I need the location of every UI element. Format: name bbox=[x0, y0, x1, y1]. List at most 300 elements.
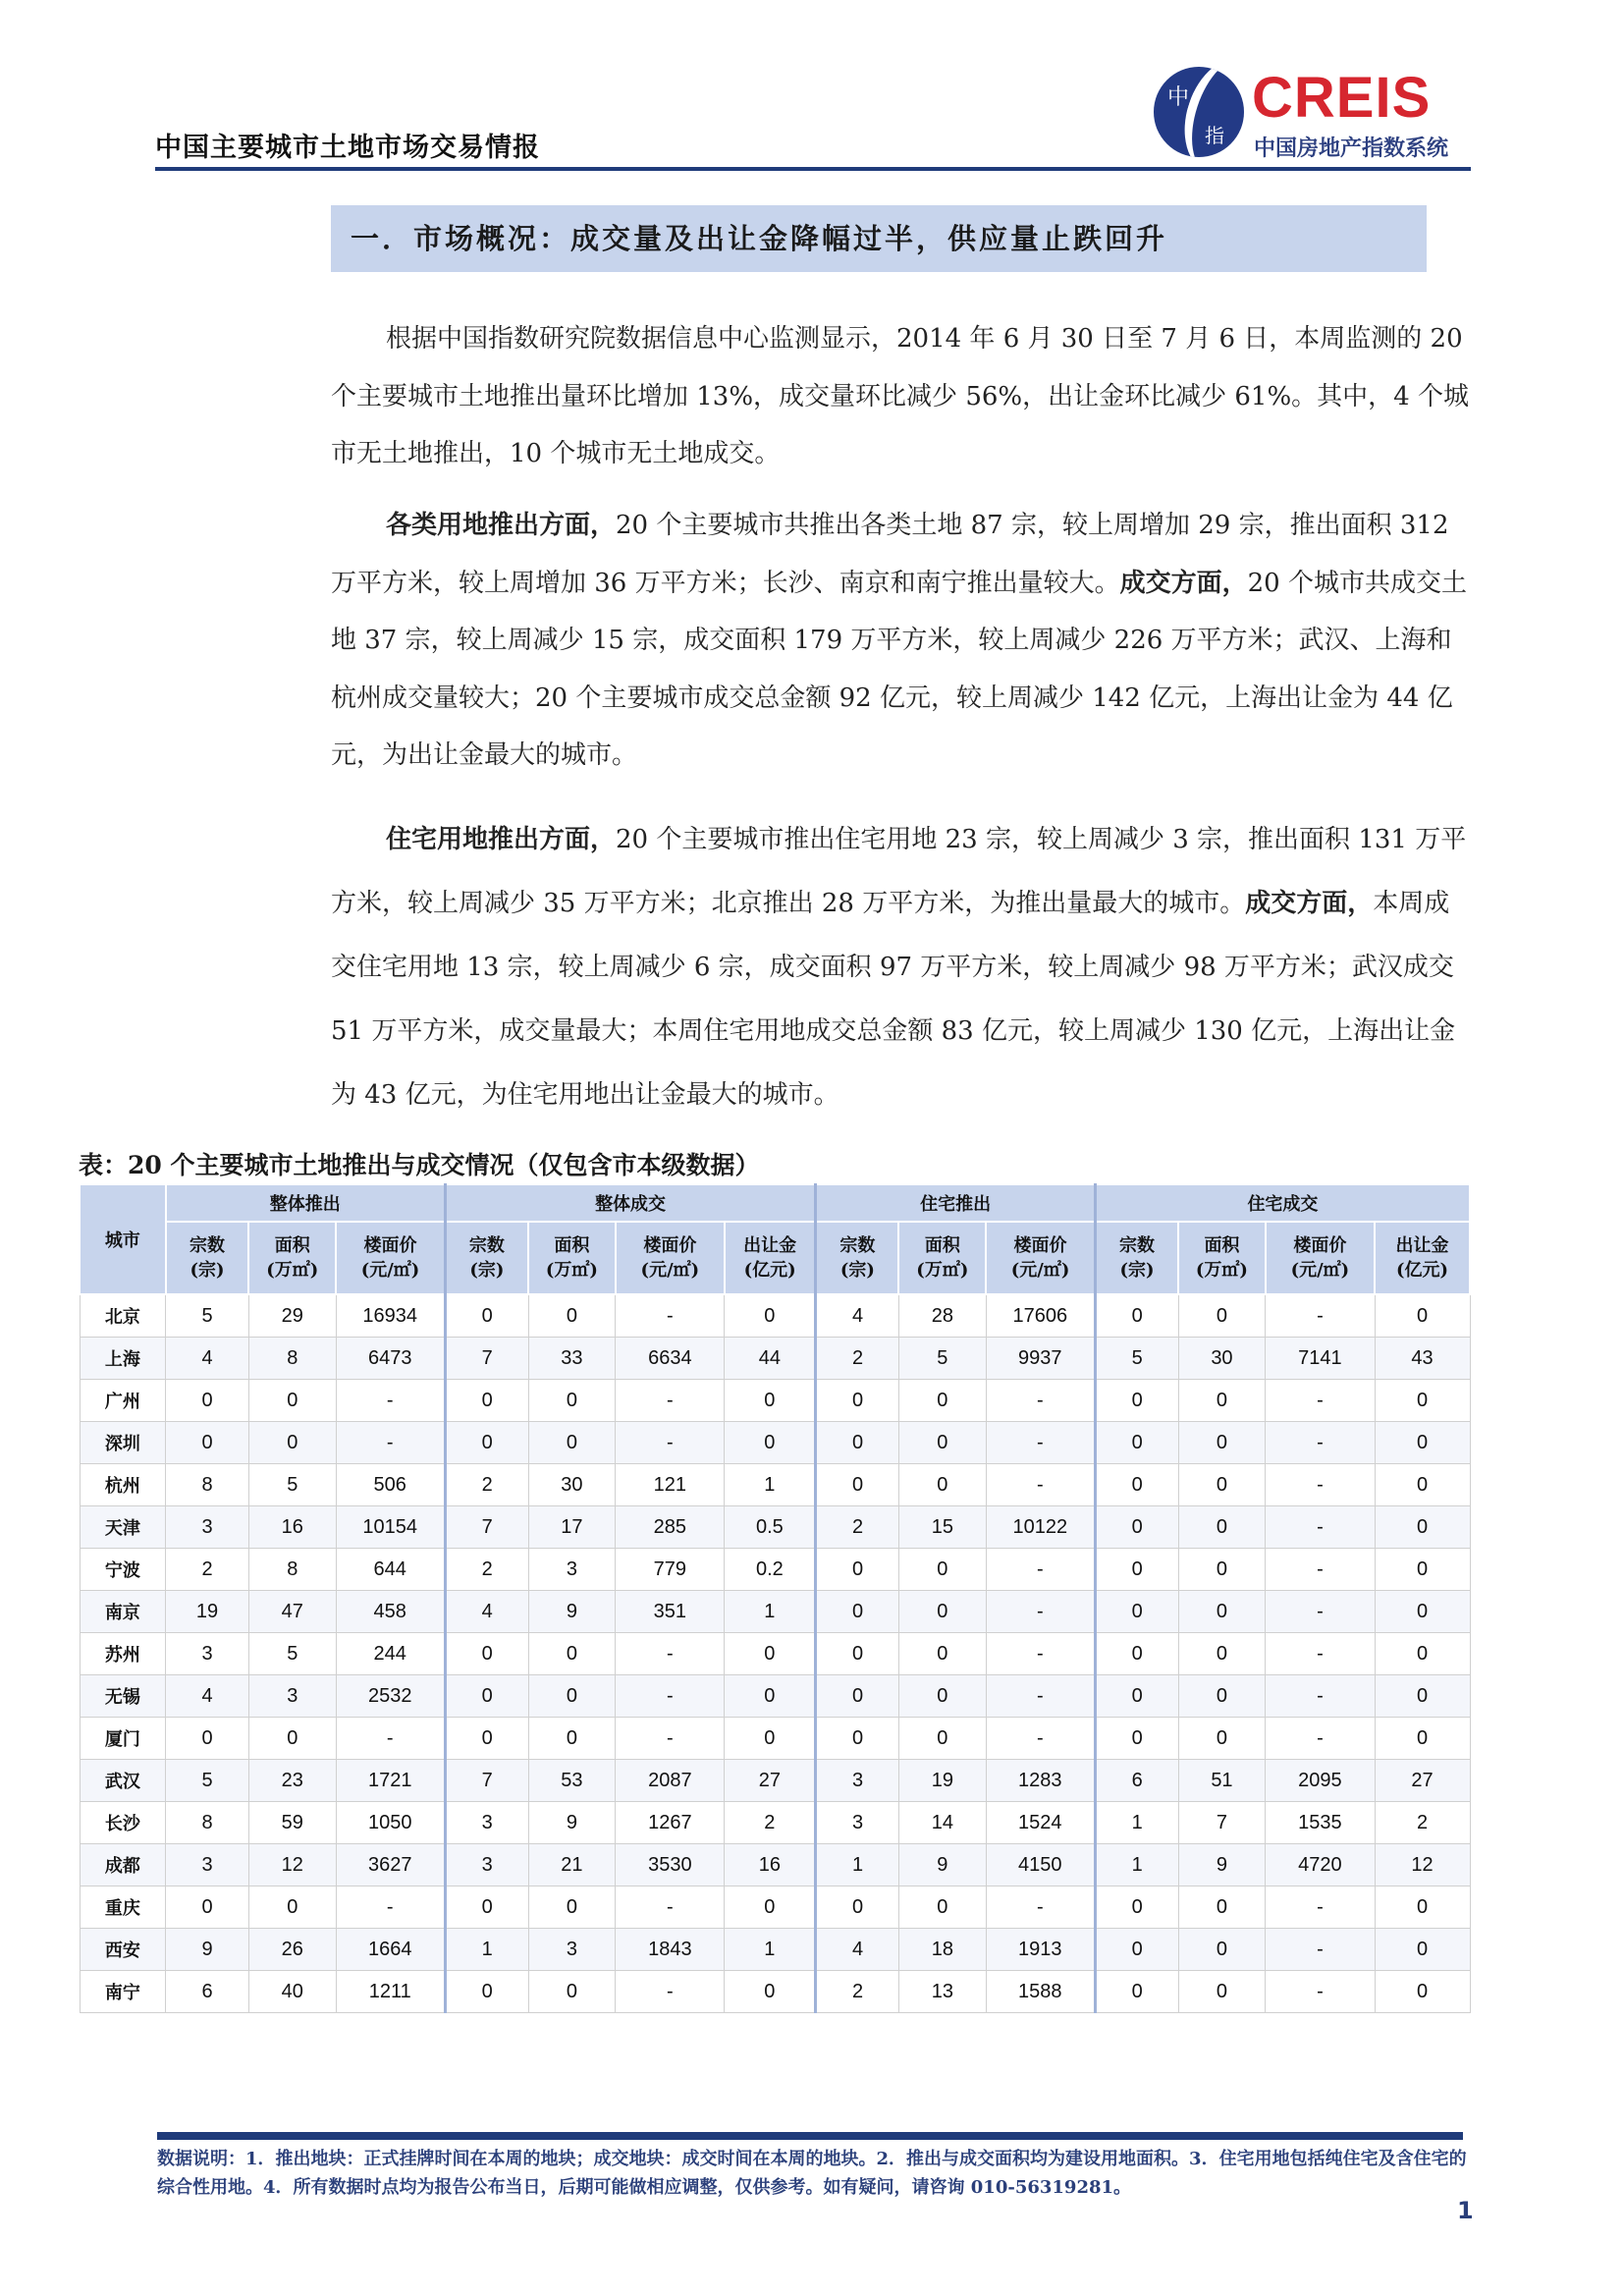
column-header-label: 楼面价 bbox=[363, 1235, 417, 1256]
table-column-header bbox=[725, 1222, 816, 1294]
column-header-label: 面积 bbox=[274, 1235, 310, 1256]
table-cell: 0 bbox=[1095, 1464, 1178, 1506]
table-cell: 0 bbox=[816, 1675, 899, 1718]
table-cell: 0 bbox=[725, 1971, 816, 2013]
table-row bbox=[80, 1294, 1470, 1338]
table-header-city: 城市 bbox=[80, 1184, 166, 1294]
table-cell: 53 bbox=[528, 1760, 616, 1802]
table-cell: 0 bbox=[898, 1380, 986, 1422]
column-header-unit: (元/㎡) bbox=[1010, 1260, 1070, 1281]
table-cell: 458 bbox=[336, 1591, 445, 1633]
table-cell: 0 bbox=[1375, 1294, 1470, 1338]
table-cell: 0 bbox=[1095, 1591, 1178, 1633]
table-cell: - bbox=[1266, 1929, 1375, 1971]
table-column-header bbox=[898, 1222, 986, 1294]
creis-logo bbox=[1154, 61, 1478, 163]
table-cell: - bbox=[1266, 1718, 1375, 1760]
table-cell: 29 bbox=[248, 1294, 336, 1338]
table-cell: 8 bbox=[248, 1338, 336, 1380]
footer-divider bbox=[157, 2132, 1463, 2140]
table-cell: 3627 bbox=[336, 1844, 445, 1886]
table-cell: 3 bbox=[166, 1844, 249, 1886]
header-divider bbox=[155, 167, 1471, 171]
table-cell: 12 bbox=[1375, 1844, 1470, 1886]
table-cell: 6473 bbox=[336, 1338, 445, 1380]
table-cell: 2 bbox=[816, 1338, 899, 1380]
table-cell: 0 bbox=[898, 1675, 986, 1718]
table-cell: 0 bbox=[1178, 1422, 1266, 1464]
column-header-unit: (宗) bbox=[839, 1260, 875, 1281]
table-cell: 2 bbox=[1375, 1802, 1470, 1844]
table-cell: 4 bbox=[445, 1591, 528, 1633]
table-cell: 285 bbox=[616, 1506, 725, 1549]
table-cell: 0 bbox=[1095, 1633, 1178, 1675]
table-cell: 43 bbox=[1375, 1338, 1470, 1380]
table-cell: 7141 bbox=[1266, 1338, 1375, 1380]
table-cell-city: 宁波 bbox=[80, 1549, 166, 1591]
table-cell: 0 bbox=[1095, 1506, 1178, 1549]
table-column-header bbox=[445, 1222, 528, 1294]
table-cell: 0 bbox=[816, 1549, 899, 1591]
table-cell: 3 bbox=[166, 1633, 249, 1675]
table-cell: 8 bbox=[166, 1802, 249, 1844]
table-cell: 10154 bbox=[336, 1506, 445, 1549]
table-cell: 0 bbox=[166, 1718, 249, 1760]
table-cell: 351 bbox=[616, 1591, 725, 1633]
table-cell: 0 bbox=[1178, 1633, 1266, 1675]
table-cell: 0 bbox=[1095, 1971, 1178, 2013]
footer-note: 数据说明：1．推出地块：正式挂牌时间在本周的地块；成交地块：成交时间在本周的地块。2．推出与成交面积均为建设用地面积。3．住宅用地包括纯住宅及含住宅的综合性用地。4．所有数据时点均为报告公布当日，后期可能做相应调整，仅供参考。如有疑问，请咨询 010-56319281。 bbox=[157, 2149, 1467, 2198]
table-cell: 2 bbox=[725, 1802, 816, 1844]
table-cell: 0 bbox=[1178, 1464, 1266, 1506]
table-cell: 0 bbox=[1095, 1886, 1178, 1929]
table-cell: - bbox=[1266, 1506, 1375, 1549]
table-cell: 0 bbox=[1375, 1929, 1470, 1971]
table-cell: 4 bbox=[816, 1294, 899, 1338]
table-cell: 2087 bbox=[616, 1760, 725, 1802]
table-cell: 7 bbox=[445, 1338, 528, 1380]
table-cell: - bbox=[986, 1886, 1095, 1929]
logo-emblem-char-2: 指 bbox=[1205, 124, 1224, 147]
logo-wordmark: CREIS bbox=[1252, 66, 1432, 130]
section-heading: 一．市场概况：成交量及出让金降幅过半，供应量止跌回升 bbox=[331, 205, 1427, 272]
table-cell: 0 bbox=[725, 1718, 816, 1760]
table-cell: - bbox=[986, 1591, 1095, 1633]
column-header-label: 出让金 bbox=[1395, 1235, 1449, 1256]
table-cell: 0 bbox=[445, 1675, 528, 1718]
column-header-unit: (万㎡) bbox=[266, 1260, 319, 1281]
table-cell-city: 西安 bbox=[80, 1929, 166, 1971]
paragraph-overview bbox=[331, 310, 1470, 483]
column-header-label: 楼面价 bbox=[1013, 1235, 1067, 1256]
table-cell: 779 bbox=[616, 1549, 725, 1591]
table-cell-city: 重庆 bbox=[80, 1886, 166, 1929]
table-cell: 0 bbox=[166, 1422, 249, 1464]
table-row bbox=[80, 1675, 1470, 1718]
table-column-header bbox=[166, 1222, 249, 1294]
table-cell: 0 bbox=[1095, 1549, 1178, 1591]
paragraph-overview-text: 根据中国指数研究院数据信息中心监测显示，2014 年 6 月 30 日至 7 月 6 日，本周监测的 20 个主要城市土地推出量环比增加 13%，成交量环比减少 56%，出让金环比减少 61%。其中，4 个城市无土地推出，10 个城市无土地成交。 bbox=[331, 324, 1469, 468]
table-cell: 1 bbox=[1095, 1844, 1178, 1886]
table-row bbox=[80, 1886, 1470, 1929]
table-cell: 0 bbox=[528, 1718, 616, 1760]
table-cell: 5 bbox=[166, 1294, 249, 1338]
table-row bbox=[80, 1929, 1470, 1971]
table-row bbox=[80, 1422, 1470, 1464]
table-cell: 0 bbox=[898, 1633, 986, 1675]
table-cell: 0 bbox=[1375, 1591, 1470, 1633]
table-cell: 23 bbox=[248, 1760, 336, 1802]
table-cell: 0 bbox=[248, 1422, 336, 1464]
table-cell: 9 bbox=[528, 1802, 616, 1844]
table-cell: 0 bbox=[1178, 1718, 1266, 1760]
paragraph-lead: 成交方面， bbox=[1245, 889, 1374, 918]
table-cell: 19 bbox=[898, 1760, 986, 1802]
table-cell: 30 bbox=[1178, 1338, 1266, 1380]
paragraph-text: 20 个主要城市共推出各类土地 87 宗，较上周增加 29 宗，推出面积 312 万平方米，较上周增加 36 万平方米；长沙、南京和南宁推出量较大。 bbox=[331, 511, 1449, 598]
table-cell: 0 bbox=[1375, 1886, 1470, 1929]
table-cell: 16 bbox=[248, 1506, 336, 1549]
report-title: 中国主要城市土地市场交易情报 bbox=[155, 133, 540, 163]
table-cell: 1267 bbox=[616, 1802, 725, 1844]
table-cell: 19 bbox=[166, 1591, 249, 1633]
paragraph-all-land bbox=[331, 497, 1470, 785]
table-cell: 0 bbox=[725, 1294, 816, 1338]
table-cell: 3530 bbox=[616, 1844, 725, 1886]
table-row bbox=[80, 1802, 1470, 1844]
table-cell: 8 bbox=[166, 1464, 249, 1506]
table-cell: 27 bbox=[725, 1760, 816, 1802]
table-cell: 0 bbox=[816, 1464, 899, 1506]
table-cell: 47 bbox=[248, 1591, 336, 1633]
table-row bbox=[80, 1549, 1470, 1591]
logo-emblem-icon bbox=[1154, 67, 1244, 157]
table-cell: 0 bbox=[1375, 1633, 1470, 1675]
column-header-label: 面积 bbox=[924, 1235, 960, 1256]
column-header-unit: (万㎡) bbox=[1195, 1260, 1248, 1281]
table-cell: 1 bbox=[725, 1464, 816, 1506]
table-cell: 0 bbox=[445, 1633, 528, 1675]
table-cell: 17606 bbox=[986, 1294, 1095, 1338]
table-cell: 0 bbox=[1178, 1506, 1266, 1549]
table-cell: 13 bbox=[898, 1971, 986, 2013]
table-cell: 0 bbox=[445, 1380, 528, 1422]
column-header-label: 宗数 bbox=[189, 1235, 226, 1256]
table-cell: - bbox=[986, 1380, 1095, 1422]
table-cell: 9 bbox=[528, 1591, 616, 1633]
column-header-label: 楼面价 bbox=[643, 1235, 697, 1256]
table-cell: 6 bbox=[1095, 1760, 1178, 1802]
table-cell: 0 bbox=[166, 1380, 249, 1422]
table-cell: - bbox=[986, 1464, 1095, 1506]
table-cell: 1535 bbox=[1266, 1802, 1375, 1844]
table-cell: 0 bbox=[816, 1380, 899, 1422]
table-cell: 0 bbox=[528, 1294, 616, 1338]
paragraph-text: 20 个主要城市推出住宅用地 23 宗，较上周减少 3 宗，推出面积 131 万平方米，较上周减少 35 万平方米；北京推出 28 万平方米，为推出量最大的城市。 bbox=[331, 825, 1467, 918]
table-cell: 0 bbox=[725, 1633, 816, 1675]
table-cell: 9937 bbox=[986, 1338, 1095, 1380]
table-column-header bbox=[986, 1222, 1095, 1294]
table-column-header bbox=[336, 1222, 445, 1294]
table-cell: 9 bbox=[898, 1844, 986, 1886]
table-cell: 4720 bbox=[1266, 1844, 1375, 1886]
table-cell: 0 bbox=[248, 1380, 336, 1422]
table-cell: - bbox=[616, 1971, 725, 2013]
table-cell: - bbox=[336, 1886, 445, 1929]
table-cell: 0 bbox=[528, 1422, 616, 1464]
table-cell: - bbox=[336, 1422, 445, 1464]
table-cell: 0 bbox=[528, 1971, 616, 2013]
column-header-unit: (亿元) bbox=[743, 1260, 796, 1281]
table-row bbox=[80, 1380, 1470, 1422]
column-header-unit: (万㎡) bbox=[545, 1260, 598, 1281]
table-cell: 1524 bbox=[986, 1802, 1095, 1844]
table-column-header bbox=[528, 1222, 616, 1294]
table-cell-city: 杭州 bbox=[80, 1464, 166, 1506]
table-cell: 21 bbox=[528, 1844, 616, 1886]
table-cell: 1 bbox=[725, 1591, 816, 1633]
table-column-header bbox=[816, 1222, 899, 1294]
table-cell: 5 bbox=[248, 1464, 336, 1506]
table-cell: 0 bbox=[1178, 1971, 1266, 2013]
table-cell: 0 bbox=[898, 1886, 986, 1929]
table-cell: 0 bbox=[1178, 1886, 1266, 1929]
table-cell: 2532 bbox=[336, 1675, 445, 1718]
table-cell: 1211 bbox=[336, 1971, 445, 2013]
table-cell: 12 bbox=[248, 1844, 336, 1886]
table-cell: 0 bbox=[1375, 1464, 1470, 1506]
table-cell: - bbox=[1266, 1633, 1375, 1675]
table-cell: 8 bbox=[248, 1549, 336, 1591]
table-cell: 0 bbox=[1375, 1422, 1470, 1464]
column-header-label: 楼面价 bbox=[1293, 1235, 1347, 1256]
table-cell: 0 bbox=[898, 1549, 986, 1591]
table-cell: - bbox=[616, 1380, 725, 1422]
table-cell: 9 bbox=[166, 1929, 249, 1971]
table-cell: 0 bbox=[1178, 1380, 1266, 1422]
land-market-table bbox=[79, 1183, 1471, 2013]
table-cell: 0 bbox=[248, 1886, 336, 1929]
table-cell: 0 bbox=[898, 1422, 986, 1464]
table-cell-city: 南京 bbox=[80, 1591, 166, 1633]
table-cell: 0 bbox=[1178, 1929, 1266, 1971]
column-header-label: 面积 bbox=[1204, 1235, 1240, 1256]
table-cell: 3 bbox=[528, 1929, 616, 1971]
table-group-header: 整体成交 bbox=[445, 1184, 815, 1222]
table-cell: 0 bbox=[1375, 1549, 1470, 1591]
table-cell: 0 bbox=[248, 1718, 336, 1760]
table-cell: 1588 bbox=[986, 1971, 1095, 2013]
table-cell: - bbox=[986, 1675, 1095, 1718]
table-cell: 3 bbox=[166, 1506, 249, 1549]
table-cell: - bbox=[1266, 1971, 1375, 2013]
table-cell: 4 bbox=[816, 1929, 899, 1971]
logo-emblem-char-1: 中 bbox=[1167, 85, 1190, 110]
table-row bbox=[80, 1506, 1470, 1549]
table-column-header bbox=[1095, 1222, 1178, 1294]
table-cell: 6 bbox=[166, 1971, 249, 2013]
table-cell: 1721 bbox=[336, 1760, 445, 1802]
paragraph-residential-land bbox=[331, 808, 1470, 1127]
table-cell: 1913 bbox=[986, 1929, 1095, 1971]
table-cell: 51 bbox=[1178, 1760, 1266, 1802]
table-cell: - bbox=[1266, 1549, 1375, 1591]
table-cell: - bbox=[616, 1718, 725, 1760]
table-cell: 3 bbox=[528, 1549, 616, 1591]
column-header-label: 宗数 bbox=[468, 1235, 505, 1256]
table-cell: 30 bbox=[528, 1464, 616, 1506]
table-cell: 0 bbox=[725, 1675, 816, 1718]
table-cell: 0 bbox=[445, 1886, 528, 1929]
table-cell: - bbox=[336, 1718, 445, 1760]
table-cell: 1 bbox=[445, 1929, 528, 1971]
table-cell: - bbox=[336, 1380, 445, 1422]
table-row bbox=[80, 1591, 1470, 1633]
table-cell: 0 bbox=[725, 1380, 816, 1422]
table-cell: - bbox=[986, 1549, 1095, 1591]
table-cell: - bbox=[1266, 1422, 1375, 1464]
table-column-header bbox=[248, 1222, 336, 1294]
table-cell: 0 bbox=[166, 1886, 249, 1929]
paragraph-lead: 成交方面， bbox=[1119, 568, 1248, 598]
table-cell: 0 bbox=[528, 1675, 616, 1718]
table-cell: 1664 bbox=[336, 1929, 445, 1971]
table-cell: 0 bbox=[1178, 1591, 1266, 1633]
table-cell: 2 bbox=[445, 1549, 528, 1591]
table-cell: - bbox=[616, 1422, 725, 1464]
table-cell: 0 bbox=[816, 1718, 899, 1760]
table-cell: 4 bbox=[166, 1675, 249, 1718]
table-cell: 3 bbox=[816, 1802, 899, 1844]
table-row bbox=[80, 1971, 1470, 2013]
table-cell: 0 bbox=[725, 1886, 816, 1929]
paragraph-text: 本周成交住宅用地 13 宗，较上周减少 6 宗，成交面积 97 万平方米，较上周减少 98 万平方米；武汉成交 51 万平方米，成交量最大；本周住宅用地成交总金额 83 亿元，较上周减少 130 亿元，上海出让金为 43 亿元，为住宅用地出让金最大的城市。 bbox=[331, 889, 1456, 1110]
table-row bbox=[80, 1464, 1470, 1506]
paragraph-lead: 各类用地推出方面， bbox=[386, 511, 617, 540]
table-cell: 1 bbox=[816, 1844, 899, 1886]
table-cell: 0 bbox=[898, 1718, 986, 1760]
table-cell: 15 bbox=[898, 1506, 986, 1549]
table-cell: 5 bbox=[898, 1338, 986, 1380]
table-cell: 0 bbox=[528, 1380, 616, 1422]
column-header-unit: (元/㎡) bbox=[360, 1260, 420, 1281]
table-cell: 0 bbox=[445, 1422, 528, 1464]
logo-subtitle: 中国房地产指数系统 bbox=[1254, 137, 1449, 161]
table-row bbox=[80, 1718, 1470, 1760]
table-cell: 1283 bbox=[986, 1760, 1095, 1802]
table-cell: 7 bbox=[1178, 1802, 1266, 1844]
table-cell: 2 bbox=[166, 1549, 249, 1591]
table-cell: - bbox=[616, 1675, 725, 1718]
table-cell: 26 bbox=[248, 1929, 336, 1971]
column-header-unit: (元/㎡) bbox=[1290, 1260, 1350, 1281]
column-header-unit: (宗) bbox=[1119, 1260, 1155, 1281]
table-row bbox=[80, 1338, 1470, 1380]
table-cell: - bbox=[1266, 1886, 1375, 1929]
table-cell: 14 bbox=[898, 1802, 986, 1844]
table-cell: 0 bbox=[1375, 1380, 1470, 1422]
table-cell-city: 武汉 bbox=[80, 1760, 166, 1802]
table-cell: 7 bbox=[445, 1506, 528, 1549]
table-cell: 0.2 bbox=[725, 1549, 816, 1591]
table-cell: 0 bbox=[445, 1718, 528, 1760]
table-caption: 表：20 个主要城市土地推出与成交情况（仅包含市本级数据） bbox=[79, 1151, 760, 1179]
table-cell: 1 bbox=[725, 1929, 816, 1971]
table-cell-city: 苏州 bbox=[80, 1633, 166, 1675]
table-group-header: 整体推出 bbox=[166, 1184, 446, 1222]
table-cell: 3 bbox=[445, 1802, 528, 1844]
table-column-header bbox=[1178, 1222, 1266, 1294]
table-cell: - bbox=[1266, 1380, 1375, 1422]
table-group-header: 住宅成交 bbox=[1095, 1184, 1470, 1222]
table-cell: - bbox=[616, 1886, 725, 1929]
table-cell: - bbox=[986, 1718, 1095, 1760]
table-cell: 0 bbox=[1178, 1294, 1266, 1338]
table-cell-city: 深圳 bbox=[80, 1422, 166, 1464]
table-cell: 0 bbox=[445, 1294, 528, 1338]
table-cell: 1 bbox=[1095, 1802, 1178, 1844]
paragraph-lead: 住宅用地推出方面， bbox=[386, 825, 617, 854]
table-cell: 0 bbox=[816, 1886, 899, 1929]
table-cell: 18 bbox=[898, 1929, 986, 1971]
table-cell: 7 bbox=[445, 1760, 528, 1802]
table-cell: 44 bbox=[725, 1338, 816, 1380]
table-cell: 0 bbox=[1375, 1675, 1470, 1718]
table-cell: 244 bbox=[336, 1633, 445, 1675]
table-cell: 1843 bbox=[616, 1929, 725, 1971]
table-cell-city: 北京 bbox=[80, 1294, 166, 1338]
table-cell: 2095 bbox=[1266, 1760, 1375, 1802]
column-header-label: 宗数 bbox=[1118, 1235, 1155, 1256]
table-column-header bbox=[1375, 1222, 1470, 1294]
table-cell: - bbox=[986, 1633, 1095, 1675]
table-cell-city: 无锡 bbox=[80, 1675, 166, 1718]
table-cell: 506 bbox=[336, 1464, 445, 1506]
table-row bbox=[80, 1760, 1470, 1802]
table-cell: 0 bbox=[1375, 1971, 1470, 2013]
table-cell: 644 bbox=[336, 1549, 445, 1591]
column-header-label: 面积 bbox=[554, 1235, 590, 1256]
table-column-header bbox=[616, 1222, 725, 1294]
table-cell: 3 bbox=[248, 1675, 336, 1718]
paragraph-text: 20 个城市共成交土地 37 宗，较上周减少 15 宗，成交面积 179 万平方米，较上周减少 226 万平方米；武汉、上海和杭州成交量较大；20 个主要城市成交总金额 92 亿元，较上周减少 142 亿元，上海出让金为 44 亿元，为出让金最大的城市。 bbox=[331, 568, 1467, 770]
table-cell: 1050 bbox=[336, 1802, 445, 1844]
column-header-unit: (万㎡) bbox=[916, 1260, 969, 1281]
table-cell: - bbox=[986, 1422, 1095, 1464]
table-cell: 16 bbox=[725, 1844, 816, 1886]
table-cell: 0 bbox=[1095, 1294, 1178, 1338]
table-cell-city: 上海 bbox=[80, 1338, 166, 1380]
table-cell-city: 广州 bbox=[80, 1380, 166, 1422]
table-cell: 121 bbox=[616, 1464, 725, 1506]
column-header-label: 宗数 bbox=[839, 1235, 876, 1256]
table-cell: 0 bbox=[1095, 1718, 1178, 1760]
table-cell: 3 bbox=[816, 1760, 899, 1802]
table-cell: 0 bbox=[898, 1464, 986, 1506]
table-cell: - bbox=[1266, 1464, 1375, 1506]
column-header-unit: (元/㎡) bbox=[640, 1260, 700, 1281]
table-cell: 17 bbox=[528, 1506, 616, 1549]
table-cell: 33 bbox=[528, 1338, 616, 1380]
table-cell: 0 bbox=[898, 1591, 986, 1633]
table-cell: 9 bbox=[1178, 1844, 1266, 1886]
table-cell: 0 bbox=[1178, 1675, 1266, 1718]
table-cell: 0 bbox=[1375, 1506, 1470, 1549]
table-cell: 5 bbox=[166, 1760, 249, 1802]
table-cell: 59 bbox=[248, 1802, 336, 1844]
table-cell-city: 厦门 bbox=[80, 1718, 166, 1760]
table-cell: 28 bbox=[898, 1294, 986, 1338]
